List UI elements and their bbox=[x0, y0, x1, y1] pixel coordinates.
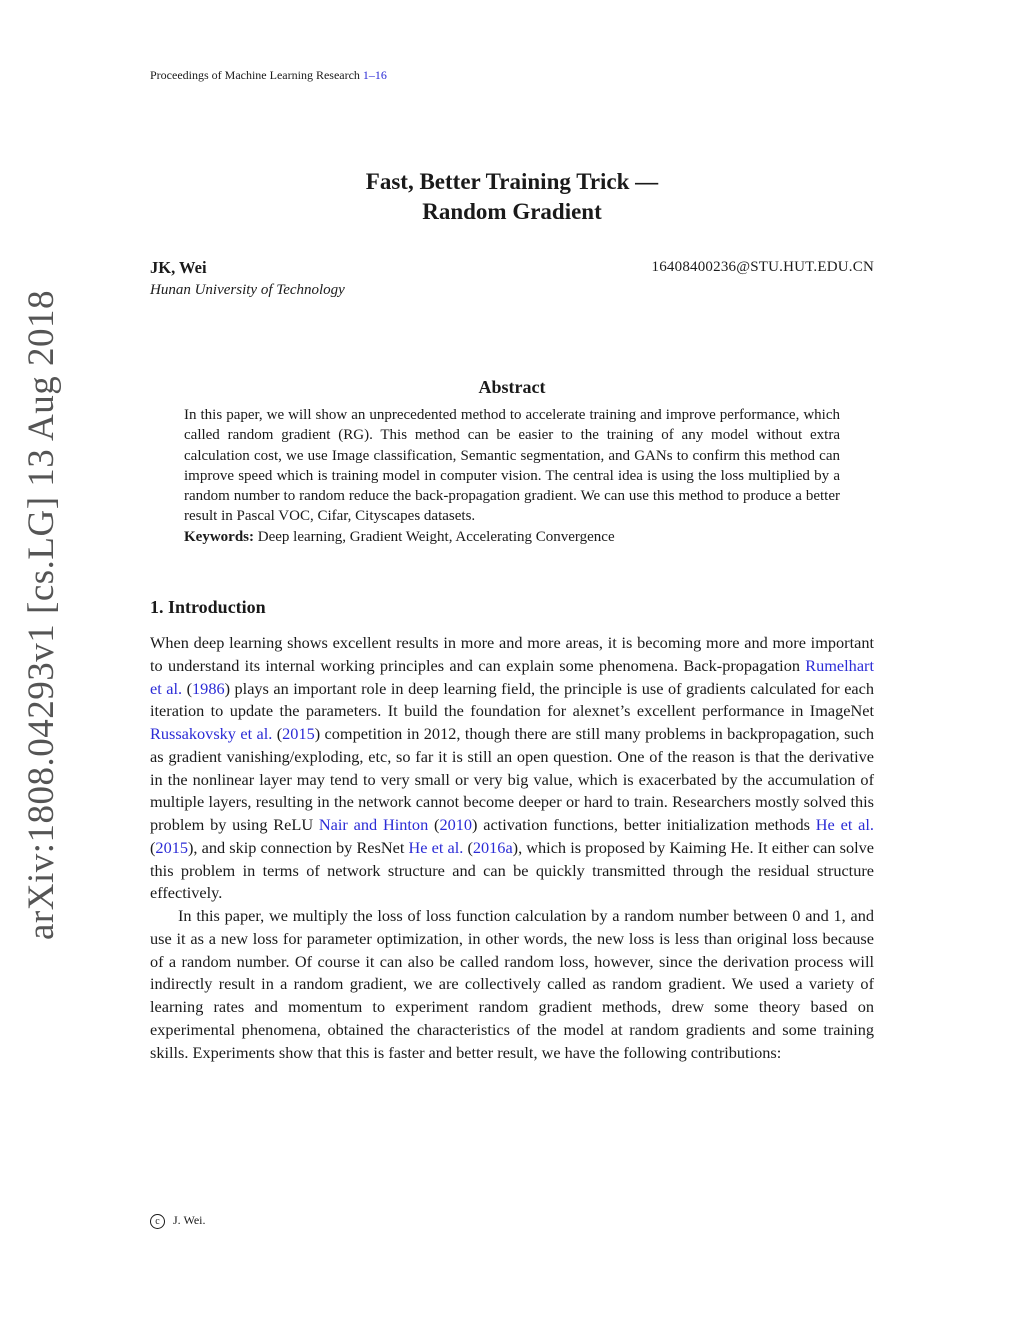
citation-year-link[interactable]: 2015 bbox=[282, 724, 315, 743]
citation-link[interactable]: He et al. bbox=[408, 837, 464, 857]
text-run: When deep learning shows excellent results in more and more areas, it is becoming more and more important to understand its internal working principles and can explain some phenomena. Back-propagation bbox=[150, 633, 874, 675]
introduction-body bbox=[150, 632, 874, 1064]
section-heading-introduction: 1. Introduction bbox=[150, 597, 266, 617]
text-run: ( bbox=[150, 837, 156, 857]
citation-year-link[interactable]: 2010 bbox=[439, 815, 473, 834]
citation-link[interactable]: Rumelhart et al. bbox=[150, 655, 874, 698]
abstract-heading: Abstract bbox=[478, 377, 546, 397]
paragraph-2: In this paper, we multiply the loss of loss function calculation by a random number between 0 and 1, and use it as a new loss for parameter optimization, in other words, the new loss is less than original loss because of a random number. Of course it can also be called random loss, however, since the derivation process will indirectly result in a random gradient, we are collectively called as random gradient. We used a variety of learning rates and momentum to experiment random gradient methods, drew some theory based on experimental phenomena, obtained the characteristics of the model at random gradients and some training skills. Experiments show that this is faster and better result, we have the following contributions: bbox=[150, 906, 874, 1062]
citation-year-link[interactable]: 2016a bbox=[472, 837, 513, 857]
arxiv-identifier: arXiv:1808.04293v1 [cs.LG] 13 Aug 2018 bbox=[21, 290, 62, 940]
copyright-icon: c bbox=[150, 1214, 165, 1229]
page-range-link[interactable]: 1–16 bbox=[362, 68, 387, 82]
keywords-label: Keywords: bbox=[184, 528, 254, 545]
citation-year-link[interactable]: 1986 bbox=[192, 678, 225, 698]
citation-link[interactable]: Nair and Hinton bbox=[318, 815, 429, 834]
text-run: ( bbox=[186, 678, 193, 698]
text-run: ( bbox=[428, 815, 440, 834]
abstract-text: In this paper, we will show an unprecedented method to accelerate training and improve performance, which called random gradient (RG). This method can be easier to the training of any model without extra calculation cost, we use Image classification, Semantic segmentation, and GANs to confirm this method can improve speed which is training model in computer vision. The central idea is using the loss multiplied by a random number to random reduce the back-propagation gradient. We can use this method to produce a better result in Pascal VOC, Cifar, Cityscapes datasets. bbox=[184, 407, 840, 525]
text-run: ) activation functions, better initialization methods bbox=[472, 815, 816, 834]
running-header bbox=[150, 68, 387, 83]
text-run: ) competition in 2012, though there are still many problems in backpropagation, such as gradient vanishing/exploding, etc, so far it is still an open question. One of the reason is that the derivative in the nonlinear layer may tend to very small or very big value, which is exacerbated by the accumulation of multiple layers, resulting in the network cannot become deeper or hard to train. Researchers mostly solved this problem by using ReLU bbox=[150, 724, 874, 834]
author-email: 16408400236@STU.HUT.EDU.CN bbox=[651, 259, 874, 275]
paragraph-1 bbox=[150, 632, 874, 905]
running-head-text: Proceedings of Machine Learning Research bbox=[150, 68, 360, 82]
text-run: ), which is proposed by Kaiming He. It either can solve this problem in terms of network structure and can be quickly transmitted through the residual structure effectively. bbox=[150, 837, 875, 903]
title-line-2: Random Gradient bbox=[422, 199, 602, 224]
title-line-1: Fast, Better Training Trick — bbox=[365, 169, 659, 194]
paper-title bbox=[150, 167, 874, 227]
text-run: ), and skip connection by ResNet bbox=[187, 837, 409, 857]
text-run: ( bbox=[272, 724, 283, 743]
copyright-footer bbox=[150, 1213, 205, 1229]
author-name: JK, Wei bbox=[150, 258, 207, 277]
keywords-line bbox=[184, 527, 840, 547]
keywords-text: Deep learning, Gradient Weight, Accelerating Convergence bbox=[257, 528, 615, 545]
citation-link[interactable]: Russakovsky et al. bbox=[150, 724, 273, 743]
text-run: ) plays an important role in deep learning field, the principle is use of gradients calculated for each iteration to update the parameters. It build the foundation for alexnet’s excellent performance in ImageNet bbox=[150, 678, 875, 721]
author-affiliation: Hunan University of Technology bbox=[150, 282, 345, 298]
citation-year-link[interactable]: 2015 bbox=[155, 837, 188, 857]
text-run: ( bbox=[463, 837, 473, 857]
copyright-text: J. Wei. bbox=[173, 1213, 206, 1227]
citation-link[interactable]: He et al. bbox=[815, 815, 874, 834]
abstract-body bbox=[184, 405, 840, 547]
